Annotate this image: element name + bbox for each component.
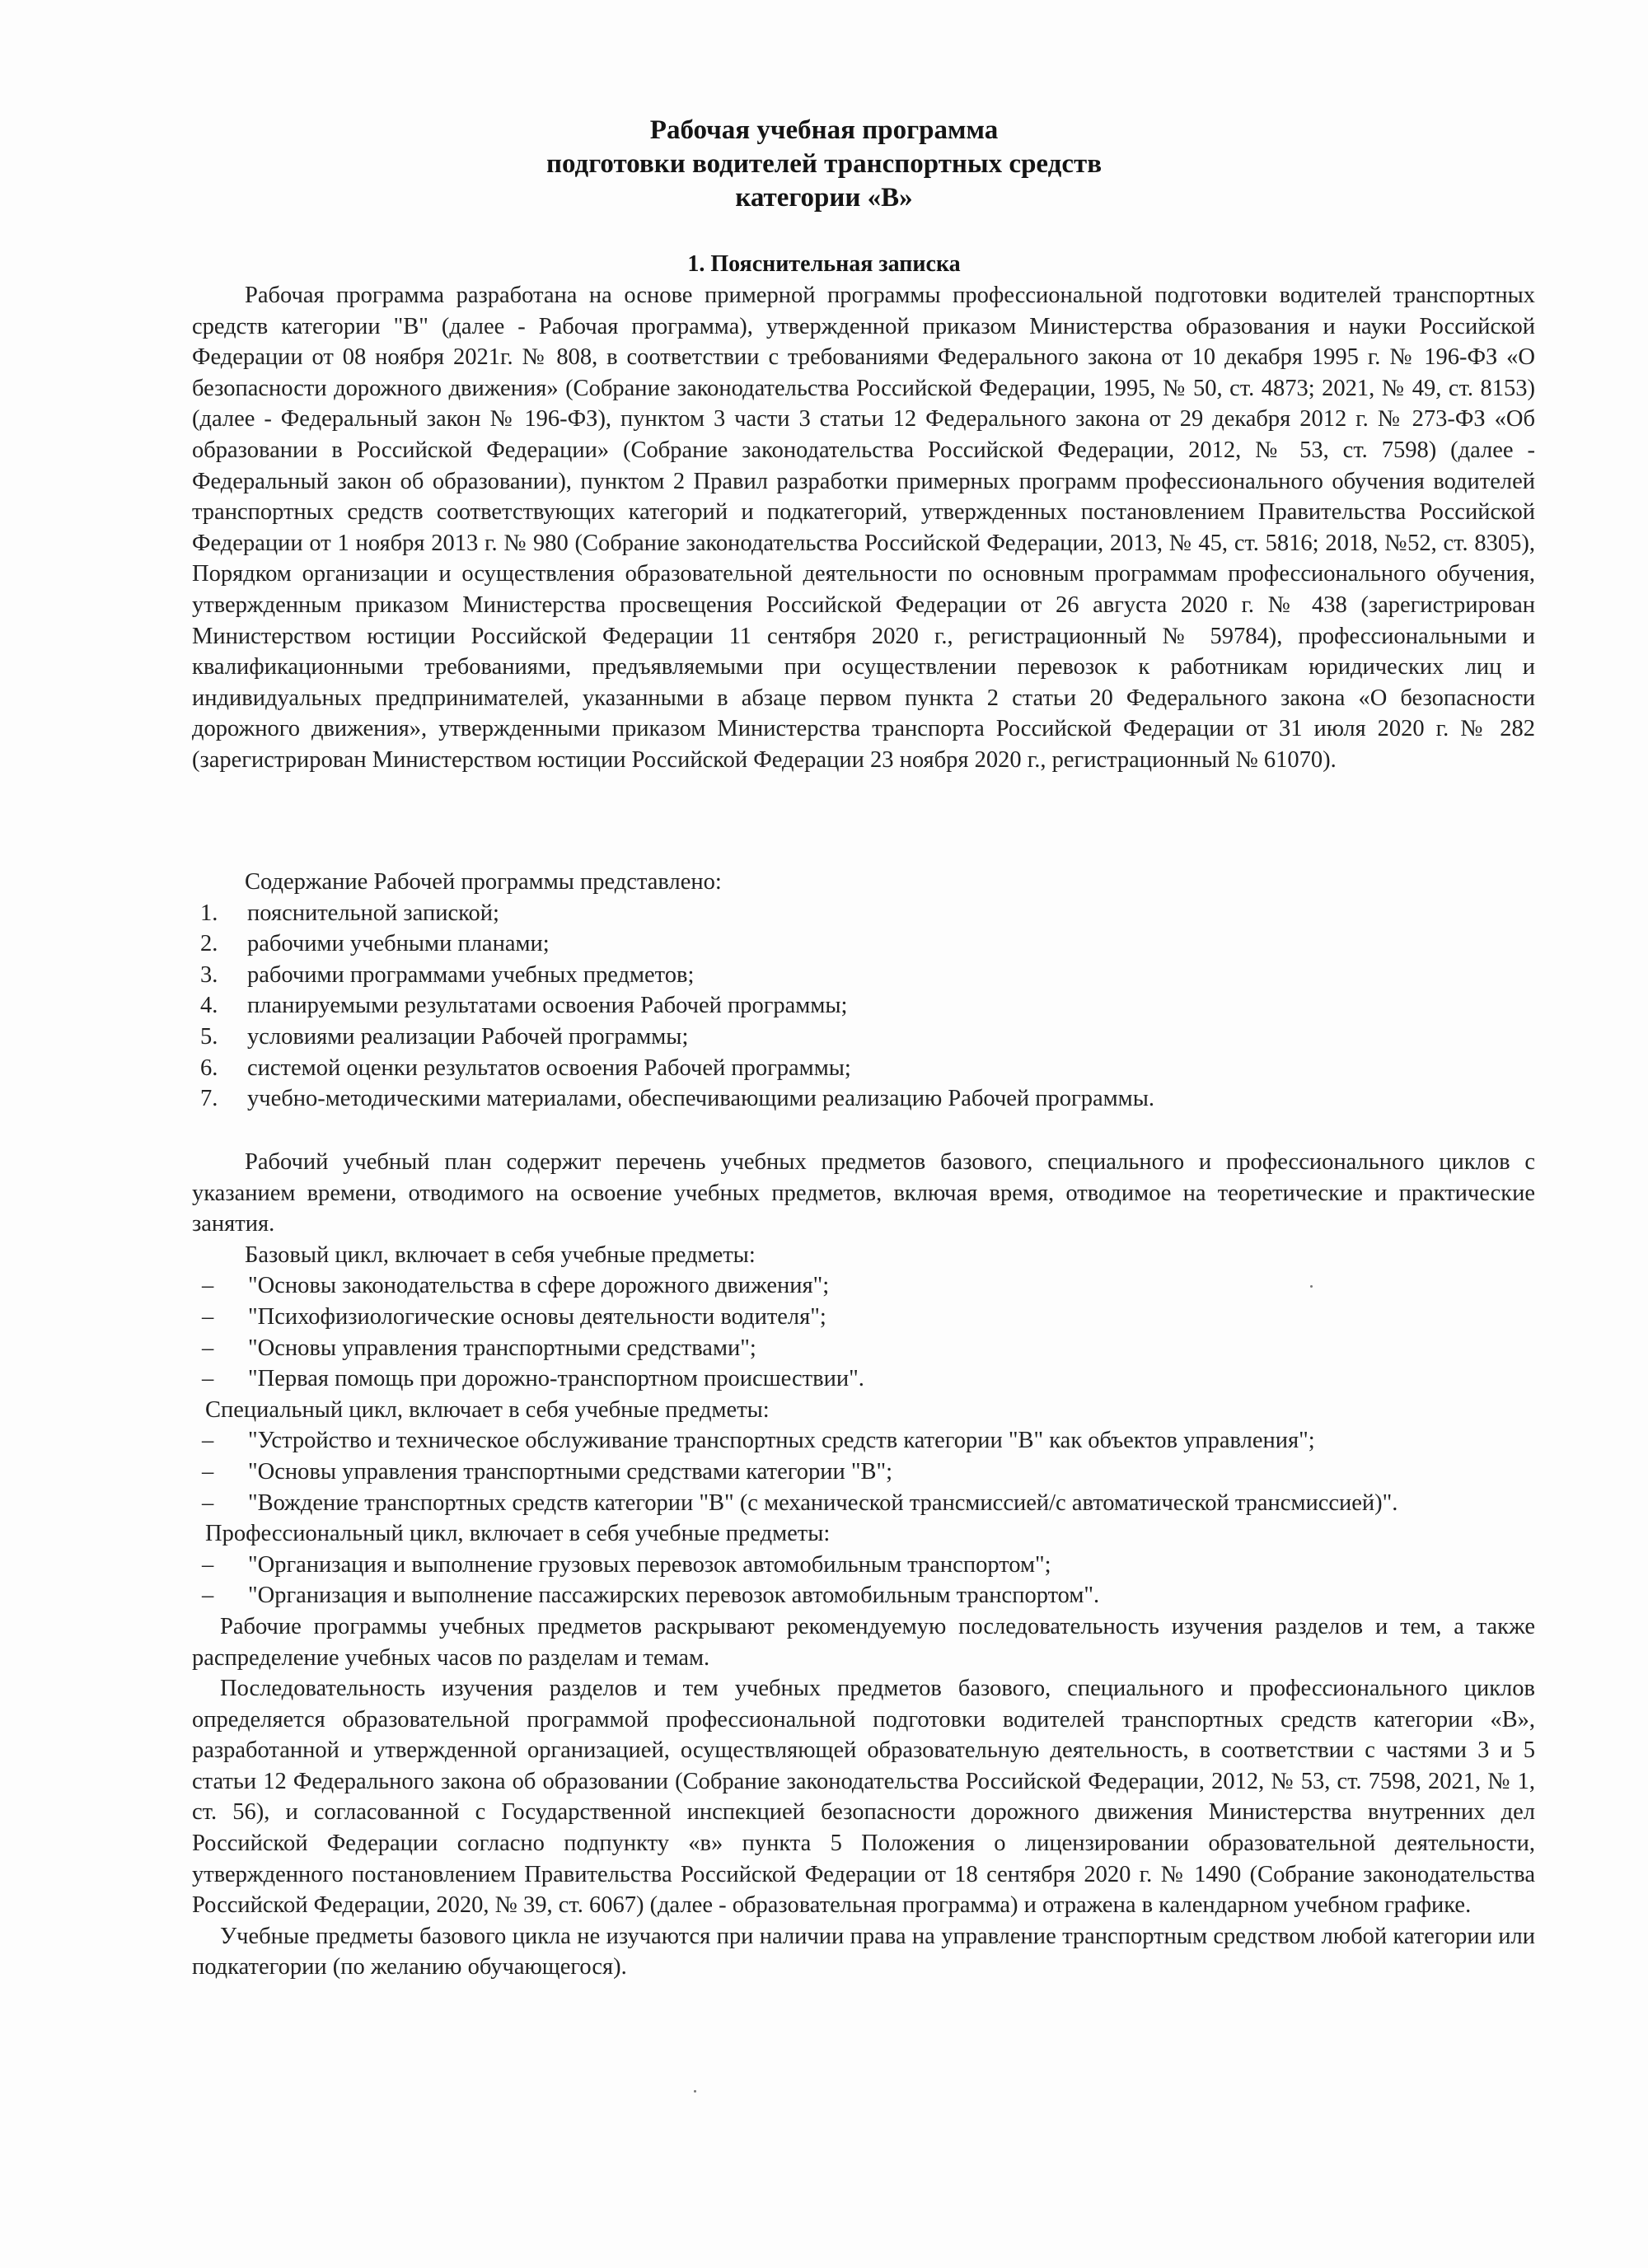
dash-bullet-icon: – <box>202 1583 214 1609</box>
list-item <box>192 990 1535 1022</box>
dash-bullet-icon: – <box>202 1458 214 1485</box>
list-number: 3. <box>200 961 218 988</box>
list-item-text: системой оценки результатов освоения Рабочей программы; <box>247 1055 851 1081</box>
list-item-text: "Основы управления транспортными средствами категории "В"; <box>248 1458 893 1485</box>
dash-bullet-icon: – <box>202 1366 214 1392</box>
dash-bullet-icon: – <box>202 1428 214 1454</box>
list-item-text: рабочими программами учебных предметов; <box>247 961 695 988</box>
list-item-text: "Вождение транспортных средств категории "В" (с механической трансмиссией/с автоматической трансмиссией)". <box>248 1489 1398 1516</box>
dash-bullet-icon: – <box>202 1489 214 1516</box>
list-item <box>192 1333 1535 1364</box>
list-item <box>192 1083 1535 1115</box>
cycle-label-professional: Профессиональный цикл, включает в себя учебные предметы: <box>205 1521 831 1547</box>
list-item-text: "Основы законодательства в сфере дорожного движения"; <box>248 1273 830 1299</box>
document-title-line-1: Рабочая учебная программа <box>649 115 999 145</box>
dash-bullet-icon: – <box>202 1551 214 1578</box>
contents-list <box>192 898 1535 1115</box>
list-number: 4. <box>200 993 218 1019</box>
list-item-text: "Организация и выполнение грузовых перевозок автомобильным транспортом"; <box>248 1551 1051 1578</box>
list-item <box>192 960 1535 991</box>
list-item-text: "Первая помощь при дорожно-транспортном происшествии". <box>248 1366 864 1392</box>
scan-speck <box>1310 1285 1313 1288</box>
list-item <box>192 1363 1535 1395</box>
basic-cycle-list <box>192 1270 1535 1394</box>
programs-paragraph: Рабочие программы учебных предметов раскрывают рекомендуемую последовательность изучения разделов и тем, а также распределение учебных часов по разделам и темам. <box>192 1613 1535 1671</box>
dash-bullet-icon: – <box>202 1273 214 1299</box>
list-item <box>192 1457 1535 1488</box>
dash-bullet-icon: – <box>202 1335 214 1361</box>
list-number: 6. <box>200 1055 218 1081</box>
scan-speck <box>694 2090 696 2093</box>
list-item-text: учебно-методическими материалами, обеспечивающими реализацию Рабочей программы. <box>247 1086 1154 1112</box>
list-item <box>192 898 1535 929</box>
contents-intro: Содержание Рабочей программы представлено: <box>245 869 722 895</box>
list-item-text: пояснительной запиской; <box>247 900 499 926</box>
exemption-paragraph: Учебные предметы базового цикла не изучаются при наличии права на управление транспортным средством любой категории или подкатегории (по желанию обучающегося). <box>192 1923 1535 1980</box>
list-item-text: рабочими учебными планами; <box>247 931 550 957</box>
list-item <box>192 1580 1535 1611</box>
list-item <box>192 1270 1535 1302</box>
plan-block <box>192 1147 1535 1983</box>
list-item <box>192 928 1535 960</box>
special-cycle-list <box>192 1425 1535 1518</box>
cycle-label-special: Специальный цикл, включает в себя учебные предметы: <box>205 1396 770 1423</box>
list-item <box>192 1550 1535 1581</box>
plan-paragraph: Рабочий учебный план содержит перечень учебных предметов базового, специального и профессионального циклов с указанием времени, отводимого на освоение учебных предметов, включая время, отводимое на теоретические и практические занятия. <box>192 1149 1535 1237</box>
list-number: 7. <box>200 1086 218 1112</box>
list-item <box>192 1053 1535 1084</box>
list-item-text: "Организация и выполнение пассажирских перевозок автомобильным транспортом". <box>248 1583 1100 1609</box>
list-item-text: "Устройство и техническое обслуживание транспортных средств категории "В" как объектов управления"; <box>248 1428 1315 1454</box>
list-number: 1. <box>200 900 218 926</box>
list-item-text: "Психофизиологические основы деятельности водителя"; <box>248 1303 826 1330</box>
contents-block <box>192 867 1535 1115</box>
cycle-label-basic: Базовый цикл, включает в себя учебные предметы: <box>245 1242 756 1268</box>
list-item <box>192 1302 1535 1333</box>
list-number: 5. <box>200 1023 218 1050</box>
document-title-line-2: подготовки водителей транспортных средств <box>545 149 1103 179</box>
list-item <box>192 1488 1535 1519</box>
list-item <box>192 1425 1535 1457</box>
professional-cycle-list <box>192 1550 1535 1611</box>
sequence-paragraph: Последовательность изучения разделов и тем учебных предметов базового, специального и профессионального циклов определяется образовательной программой профессиональной подготовки водителей транспортных средств категории «В», разработанной и утвержденной организацией, осуществляющей образовательную деятельность, в соответствии с частями 3 и 5 статьи 12 Федерального закона об образовании (Собрание законодательства Российской Федерации, 2012, № 53, ст. 7598, 2021, № 1, ст. 56), и согласованной с Государственной инспекцией безопасности дорожного движения Министерства внутренних дел Российской Федерации согласно подпункту «в» пункта 5 Положения о лицензировании образовательной деятельности, утвержденного постановлением Правительства Российской Федерации от 18 сентября 2020 г. № 1490 (Собрание законодательства Российской Федерации, 2020, № 39, ст. 6067) (далее - образовательная программа) и отражена в календарном учебном графике. <box>192 1676 1535 1919</box>
list-item-text: "Основы управления транспортными средствами"; <box>248 1335 756 1361</box>
section-heading: 1. Пояснительная записка <box>687 251 961 277</box>
list-item <box>192 1022 1535 1053</box>
list-item-text: планируемыми результатами освоения Рабочей программы; <box>247 993 848 1019</box>
list-item-text: условиями реализации Рабочей программы; <box>247 1023 689 1050</box>
dash-bullet-icon: – <box>202 1303 214 1330</box>
document-title-line-3: категории «В» <box>735 183 913 213</box>
list-number: 2. <box>200 931 218 957</box>
intro-block <box>192 280 1535 776</box>
intro-paragraph: Рабочая программа разработана на основе примерной программы профессиональной подготовки водителей транспортных средств категории "В" (далее - Рабочая программа), утвержденной приказом Министерства образования и науки Российской Федерации от 08 ноября 2021г. № 808, в соответствии с требованиями Федерального закона от 10 декабря 1995 г. № 196-ФЗ «О безопасности дорожного движения» (Собрание законодательства Российской Федерации, 1995, № 50, ст. 4873; 2021, № 49, ст. 8153) (далее - Федеральный закон № 196-ФЗ), пунктом 3 части 3 статьи 12 Федерального закона от 29 декабря 2012 г. № 273-ФЗ «Об образовании в Российской Федерации» (Собрание законодательства Российской Федерации, 2012, № 53, ст. 7598) (далее - Федеральный закон об образовании), пунктом 2 Правил разработки примерных программ профессионального обучения водителей транспортных средств соответствующих категорий и подкатегорий, утвержденных постановлением Правительства Российской Федерации от 1 ноября 2013 г. № 980 (Собрание законодательства Российской Федерации, 2013, № 45, ст. 5816; 2018, №52, ст. 8305), Порядком организации и осуществления образовательной деятельности по основным программам профессионального обучения, утвержденным приказом Министерства просвещения Российской Федерации от 26 августа 2020 г. № 438 (зарегистрирован Министерством юстиции Российской Федерации 11 сентября 2020 г., регистрационный № 59784), профессиональными и квалификационными требованиями, предъявляемыми при осуществлении перевозок к работникам юридических лиц и индивидуальных предпринимателей, указанными в абзаце первом пункта 2 статьи 20 Федерального закона «О безопасности дорожного движения», утвержденными приказом Министерства транспорта Российской Федерации от 31 июля 2020 г. № 282 (зарегистрирован Министерством юстиции Российской Федерации 23 ноября 2020 г., регистрационный № 61070). <box>192 283 1535 773</box>
